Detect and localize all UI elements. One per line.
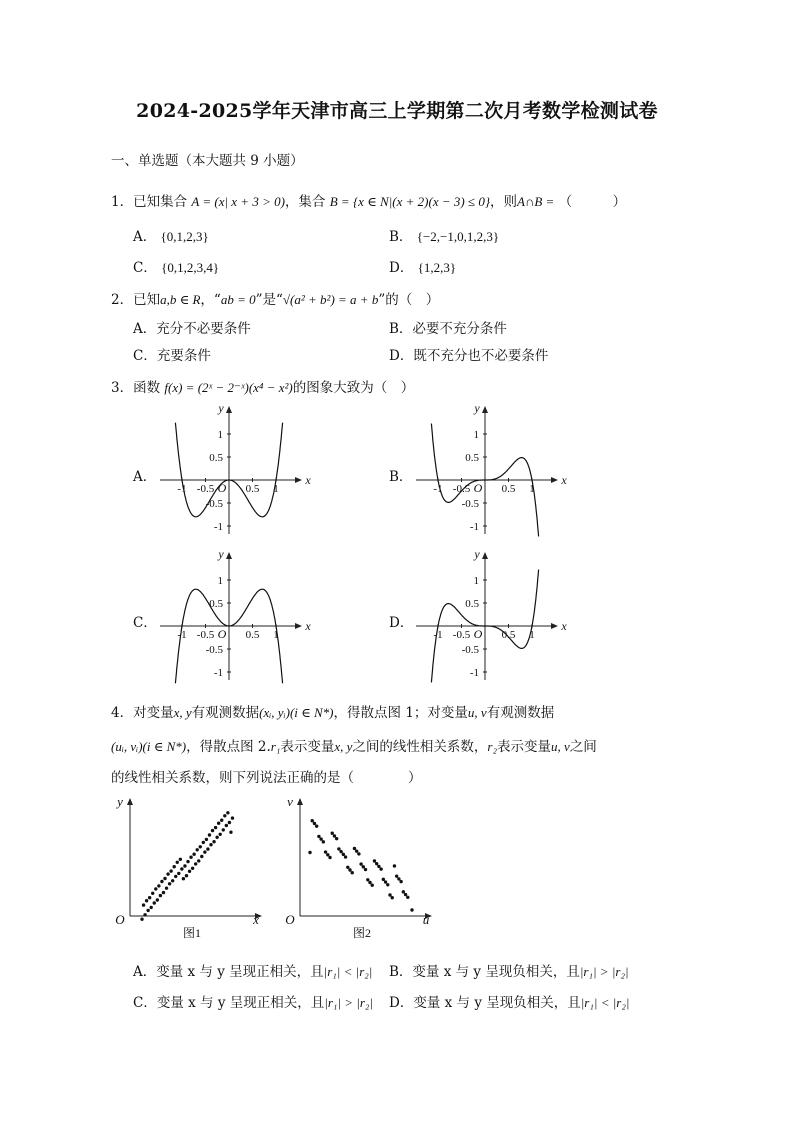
- scatter-point: [182, 877, 185, 880]
- graph-c[interactable]: [152, 544, 312, 684]
- question-number: 2．: [111, 292, 134, 308]
- scatter-point: [160, 880, 163, 883]
- scatter-point: [214, 826, 217, 829]
- x-tick-label: 0.5: [501, 629, 516, 641]
- scatter-point: [333, 834, 336, 837]
- y-tick-label: 0.5: [465, 452, 479, 464]
- y-tick-label: -1: [213, 667, 223, 679]
- question-4-line-3: 的线性相关系数，则下列说法正确的是（ ）: [111, 770, 422, 786]
- x-axis-label: x: [253, 912, 259, 927]
- x-axis-arrow: [551, 477, 558, 483]
- y-axis-label: y: [117, 794, 123, 809]
- scatter-point: [156, 898, 159, 901]
- scatter-point: [362, 865, 365, 868]
- y-tick-label: -0.5: [461, 644, 479, 656]
- scatter-point: [215, 836, 218, 839]
- x-tick-label: -0.5: [196, 483, 215, 495]
- intersection-expr: A∩B =: [517, 194, 555, 209]
- x-tick-label: -1: [177, 483, 187, 495]
- scatter-point: [344, 855, 347, 858]
- option-d[interactable]: D． {1,2,3}: [389, 260, 457, 276]
- scatter-point: [217, 822, 220, 825]
- x-tick-label: -1: [177, 629, 187, 641]
- scatter-point: [150, 906, 153, 909]
- scatter-point: [146, 909, 149, 912]
- scatter-point: [324, 850, 327, 853]
- x-axis-label: x: [561, 473, 567, 487]
- scatter-point: [399, 880, 402, 883]
- scatter-point: [174, 875, 177, 878]
- scatter-point: [410, 908, 413, 911]
- question-text: ，集合: [284, 194, 326, 210]
- y-axis-label: v: [287, 794, 293, 809]
- question-2: 2．已知a,b ∈ R，“ab = 0”是“√(a² + b²) = a + b”的（ ）: [111, 292, 440, 308]
- scatter-point: [402, 890, 405, 893]
- scatter-point: [188, 870, 191, 873]
- scatter-figure-2: [282, 790, 442, 950]
- y-axis-label: y: [474, 547, 480, 561]
- scatter-point: [353, 847, 356, 850]
- x-tick-label: -0.5: [452, 483, 471, 495]
- scatter-point: [153, 901, 156, 904]
- y-tick-label: -1: [469, 667, 479, 679]
- scatter-point: [317, 835, 320, 838]
- option-d[interactable]: D．变量 x 与 y 呈现负相关，且|r₁| < |r₂|: [389, 995, 630, 1011]
- function-expr: f(x) = (2ˣ − 2⁻ˣ)(x⁴ − x²): [164, 380, 293, 395]
- y-tick-label: 1: [473, 575, 479, 587]
- scatter-point: [183, 864, 186, 867]
- scatter-point: [200, 855, 203, 858]
- section-heading: 一、单选题（本大题共 9 小题）: [111, 153, 304, 169]
- origin-label: O: [115, 912, 125, 927]
- scatter-point: [165, 887, 168, 890]
- question-number: 3．: [111, 380, 134, 396]
- scatter-point: [377, 865, 380, 868]
- graph-a-label[interactable]: A．: [133, 469, 157, 485]
- equation-2: √(a² + b²) = a + b: [282, 292, 379, 307]
- scatter-point: [196, 848, 199, 851]
- scatter-point: [226, 811, 229, 814]
- x-tick-label: 1: [529, 629, 535, 641]
- y-tick-label: -0.5: [205, 498, 223, 510]
- scatter-point: [202, 841, 205, 844]
- x-tick-label: 0.5: [501, 483, 516, 495]
- set-b: B = {x ∈ N|(x + 2)(x − 3) ≤ 0}: [329, 194, 491, 209]
- scatter-point: [388, 893, 391, 896]
- x-tick-label: 0.5: [245, 483, 260, 495]
- scatter-point: [373, 859, 376, 862]
- option-c[interactable]: C． {0,1,2,3,4}: [133, 260, 220, 276]
- x-axis-label: x: [305, 473, 311, 487]
- condition: a,b ∈ R: [160, 292, 201, 307]
- origin-label: O: [473, 627, 483, 641]
- scatter-point: [220, 819, 223, 822]
- y-tick-label: -1: [213, 521, 223, 533]
- scatter-point: [192, 853, 195, 856]
- scatter-point: [308, 851, 311, 854]
- scatter-point: [395, 874, 398, 877]
- option-b[interactable]: B．必要不充分条件: [389, 321, 507, 337]
- question-number: 4．: [111, 705, 134, 721]
- scatter-point: [397, 877, 400, 880]
- scatter-point: [322, 840, 325, 843]
- scatter-point: [189, 856, 192, 859]
- scatter-point: [355, 849, 358, 852]
- x-tick-label: 0.5: [245, 629, 260, 641]
- scatter-point: [375, 862, 378, 865]
- graph-b-label[interactable]: B．: [389, 469, 413, 485]
- y-axis-arrow: [482, 406, 488, 413]
- scatter-point: [176, 861, 179, 864]
- x-axis-arrow: [295, 477, 302, 483]
- scatter-point: [219, 833, 222, 836]
- figure-caption: 图2: [352, 926, 372, 940]
- y-tick-label: -1: [469, 521, 479, 533]
- scatter-point: [140, 918, 143, 921]
- scatter-point: [337, 847, 340, 850]
- scatter-point: [225, 824, 228, 827]
- scatter-point: [203, 850, 206, 853]
- question-4-line-2: (uᵢ, vᵢ)(i ∈ N*)，得散点图 2.r₁表示变量x, y之间的线性相关系数，r₂表示变量u, v之间: [111, 739, 597, 755]
- scatter-point: [154, 887, 157, 890]
- y-axis-arrow: [226, 552, 232, 559]
- scatter-point: [331, 832, 334, 835]
- scatter-figure-1: [112, 790, 272, 950]
- scatter-point: [142, 903, 145, 906]
- scatter-point: [148, 896, 151, 899]
- origin-label: O: [285, 912, 295, 927]
- scatter-point: [168, 882, 171, 885]
- scatter-point: [191, 867, 194, 870]
- origin-label: O: [217, 481, 227, 495]
- scatter-point: [366, 878, 369, 881]
- scatter-point: [157, 884, 160, 887]
- scatter-point: [222, 828, 225, 831]
- scatter-point: [199, 845, 202, 848]
- y-tick-label: 0.5: [209, 598, 223, 610]
- x-tick-label: -1: [433, 629, 443, 641]
- option-c[interactable]: C．充要条件: [133, 348, 211, 364]
- scatter-point: [346, 866, 349, 869]
- scatter-point: [326, 853, 329, 856]
- x-tick-label: 1: [273, 483, 279, 495]
- scatter-point: [173, 865, 176, 868]
- y-tick-label: 1: [217, 429, 223, 441]
- scatter-point: [382, 878, 385, 881]
- scatter-point: [406, 896, 409, 899]
- scatter-point: [229, 831, 232, 834]
- y-tick-label: 1: [217, 575, 223, 587]
- scatter-point: [177, 872, 180, 875]
- graph-d-label[interactable]: D．: [389, 615, 414, 631]
- scatter-point: [386, 883, 389, 886]
- scatter-point: [209, 843, 212, 846]
- scatter-point: [166, 872, 169, 875]
- option-a[interactable]: A．充分不必要条件: [133, 321, 251, 337]
- scatter-point: [179, 858, 182, 861]
- y-axis-arrow: [297, 798, 303, 805]
- scatter-point: [357, 852, 360, 855]
- question-text: ，则: [490, 194, 518, 210]
- question-text: 已知集合: [133, 194, 188, 210]
- scatter-point: [169, 869, 172, 872]
- y-axis-label: y: [474, 401, 480, 415]
- scatter-point: [311, 819, 314, 822]
- scatter-point: [143, 913, 146, 916]
- graph-a[interactable]: [152, 398, 312, 538]
- question-1: [111, 190, 626, 210]
- y-tick-label: 0.5: [209, 452, 223, 464]
- scatter-point: [145, 899, 148, 902]
- x-axis-label: u: [422, 912, 430, 927]
- x-tick-label: -0.5: [452, 629, 471, 641]
- x-axis-label: x: [305, 619, 311, 633]
- scatter-point: [348, 868, 351, 871]
- scatter-point: [162, 891, 165, 894]
- scatter-point: [339, 850, 342, 853]
- question-3: 3．函数 f(x) = (2ˣ − 2⁻ˣ)(x⁴ − x²)的图象大致为（ ）: [111, 380, 415, 396]
- option-b[interactable]: B．变量 x 与 y 呈现负相关，且|r₁| > |r₂|: [389, 964, 629, 980]
- scatter-point: [384, 880, 387, 883]
- y-tick-label: -0.5: [205, 644, 223, 656]
- scatter-point: [335, 837, 338, 840]
- x-axis-label: x: [561, 619, 567, 633]
- origin-label: O: [217, 627, 227, 641]
- x-axis-arrow: [295, 623, 302, 629]
- graph-b[interactable]: [408, 398, 568, 538]
- scatter-point: [228, 821, 231, 824]
- y-axis-label: y: [218, 547, 224, 561]
- scatter-point: [180, 867, 183, 870]
- graph-d[interactable]: [408, 544, 568, 684]
- option-a[interactable]: A． {0,1,2,3}: [133, 229, 209, 245]
- equation-1: ab = 0: [220, 292, 256, 307]
- question-4-line-1: 4．对变量x, y有观测数据(xᵢ, yᵢ)(i ∈ N*)，得散点图 1；对变量u, v有观测数据: [111, 705, 555, 721]
- y-axis-label: y: [218, 401, 224, 415]
- set-a: A = (x| x + 3 > 0): [191, 194, 285, 209]
- option-c[interactable]: C．变量 x 与 y 呈现正相关，且|r₁| > |r₂|: [133, 995, 373, 1011]
- scatter-point: [205, 838, 208, 841]
- scatter-point: [212, 840, 215, 843]
- y-tick-label: -0.5: [461, 498, 479, 510]
- x-axis-arrow: [551, 623, 558, 629]
- scatter-point: [391, 896, 394, 899]
- y-tick-label: 1: [473, 429, 479, 441]
- scatter-point: [231, 816, 234, 819]
- origin-label: O: [473, 481, 483, 495]
- x-tick-label: -0.5: [196, 629, 215, 641]
- y-axis-arrow: [226, 406, 232, 413]
- x-tick-label: 1: [529, 483, 535, 495]
- scatter-point: [211, 829, 214, 832]
- scatter-point: [223, 814, 226, 817]
- scatter-point: [185, 874, 188, 877]
- x-tick-label: -1: [433, 483, 443, 495]
- scatter-point: [328, 856, 331, 859]
- scatter-point: [315, 824, 318, 827]
- scatter-point: [404, 893, 407, 896]
- scatter-point: [368, 881, 371, 884]
- x-tick-label: 1: [273, 629, 279, 641]
- scatter-point: [197, 859, 200, 862]
- scatter-point: [379, 867, 382, 870]
- scatter-point: [319, 837, 322, 840]
- answer-paren: （ ）: [558, 194, 627, 210]
- scatter-point: [159, 894, 162, 897]
- scatter-point: [208, 833, 211, 836]
- scatter-point: [206, 847, 209, 850]
- scatter-point: [393, 864, 396, 867]
- scatter-point: [186, 860, 189, 863]
- scatter-point: [351, 871, 354, 874]
- scatter-point: [342, 853, 345, 856]
- scatter-point: [359, 862, 362, 865]
- scatter-point: [364, 868, 367, 871]
- scatter-point: [371, 884, 374, 887]
- y-axis-arrow: [482, 552, 488, 559]
- scatter-point: [194, 862, 197, 865]
- scatter-point: [151, 892, 154, 895]
- option-d[interactable]: D．既不充分也不必要条件: [389, 348, 549, 364]
- option-b[interactable]: B． {−2,−1,0,1,2,3}: [389, 229, 500, 245]
- y-axis-arrow: [127, 798, 133, 805]
- question-number: 1．: [111, 194, 134, 210]
- figure-caption: 图1: [182, 926, 202, 940]
- page-title: 2024-2025学年天津市高三上学期第二次月考数学检测试卷: [136, 100, 658, 122]
- option-a[interactable]: A．变量 x 与 y 呈现正相关，且|r₁| < |r₂|: [133, 964, 373, 980]
- graph-c-label[interactable]: C．: [133, 615, 157, 631]
- scatter-point: [163, 877, 166, 880]
- y-tick-label: 0.5: [465, 598, 479, 610]
- scatter-point: [171, 879, 174, 882]
- scatter-point: [313, 822, 316, 825]
